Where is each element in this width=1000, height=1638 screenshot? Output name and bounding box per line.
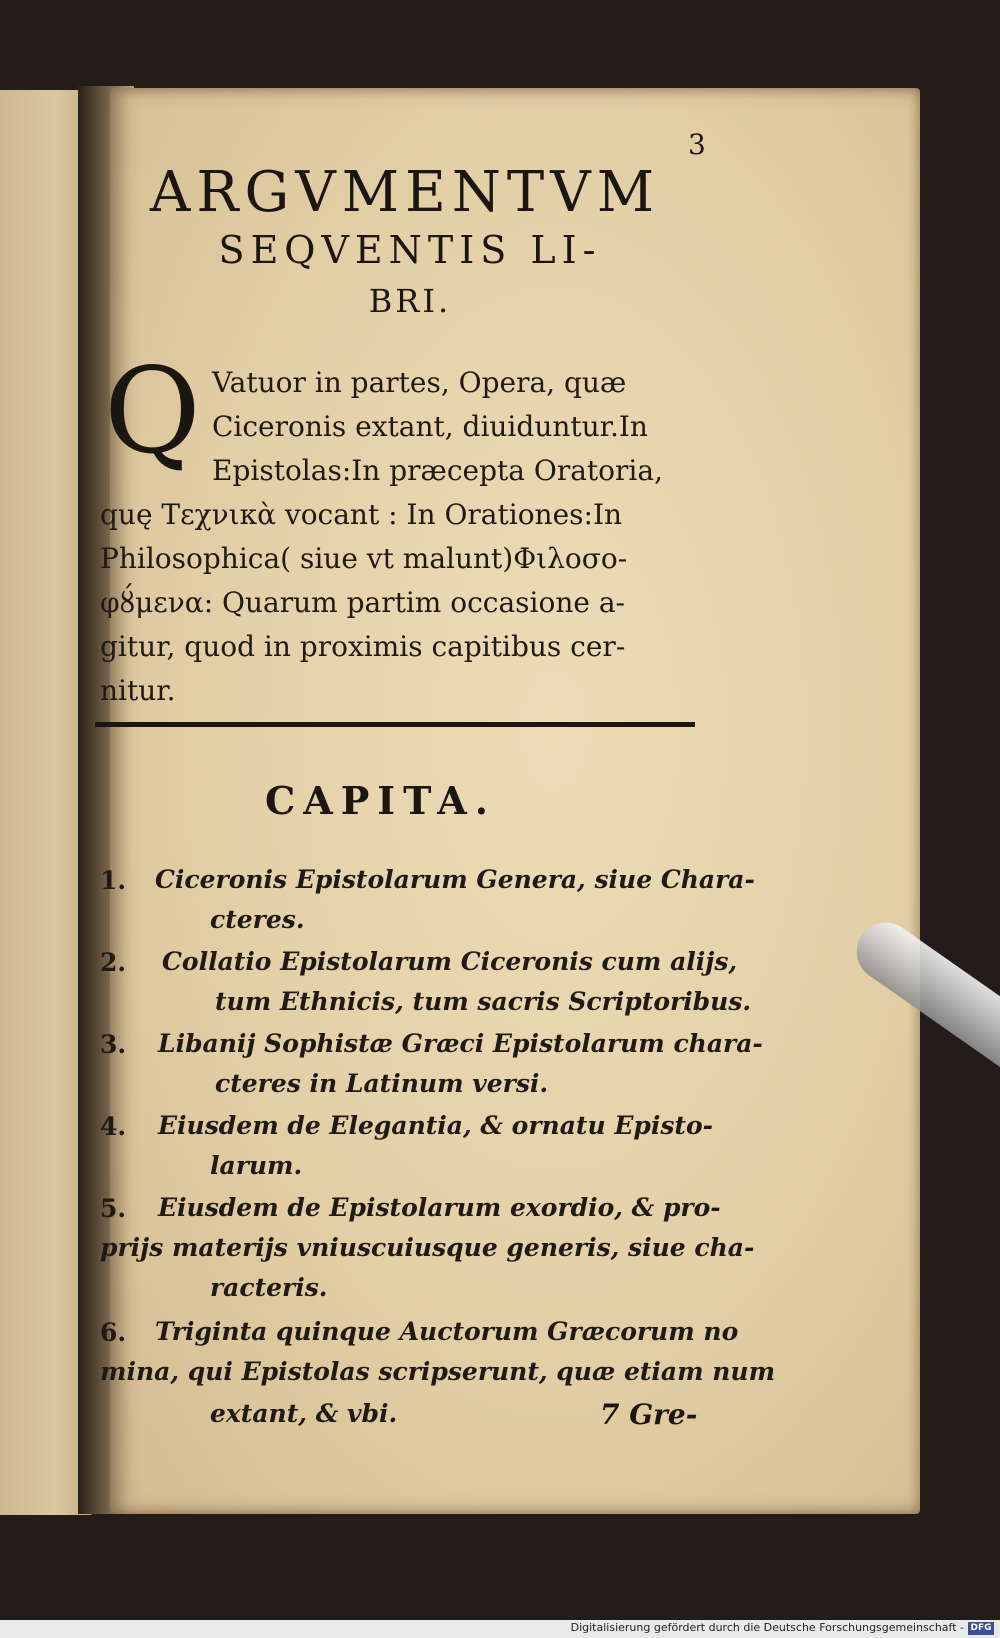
dropcap-initial: Q — [104, 342, 201, 480]
item-line: cteres. — [210, 905, 305, 934]
body-line-8: nitur. — [100, 674, 176, 707]
item-line: mina, qui Epistolas scripserunt, quæ etiam num — [100, 1357, 776, 1386]
body-line-2: Ciceronis extant, diuiduntur.In — [212, 410, 648, 443]
catchword: 7 Gre- — [600, 1398, 698, 1431]
item-line: Eiusdem de Epistolarum exordio, & pro- — [158, 1193, 721, 1222]
item-line: Triginta quinque Auctorum Græcorum no — [155, 1317, 739, 1346]
item-line: racteris. — [210, 1273, 328, 1302]
body-line-5: Philosophica( siue vt malunt)Φιλοσο- — [100, 542, 628, 575]
item-line: larum. — [210, 1151, 303, 1180]
item-line: Ciceronis Epistolarum Genera, siue Chara- — [155, 865, 755, 894]
subtitle-line-2: BRI. — [368, 282, 452, 320]
item-number: 6. — [100, 1318, 127, 1347]
page-title: ARGVMENTVM — [149, 160, 661, 225]
body-line-1: Vatuor in partes, Opera, quæ — [212, 366, 627, 399]
item-line: Libanij Sophistæ Græci Epistolarum chara- — [158, 1029, 763, 1058]
body-line-3: Epistolas:In præcepta Oratoria, — [212, 454, 663, 487]
item-line: extant, & vbi. — [210, 1399, 398, 1428]
item-number: 4. — [100, 1112, 127, 1141]
item-line: cteres in Latinum versi. — [215, 1069, 549, 1098]
item-line: tum Ethnicis, tum sacris Scriptoribus. — [215, 987, 752, 1016]
item-number: 2. — [100, 948, 127, 977]
item-line: Collatio Epistolarum Ciceronis cum alijs, — [162, 947, 738, 976]
page-number: 3 — [688, 128, 706, 161]
horizontal-rule — [95, 722, 695, 727]
capita-heading: CAPITA. — [265, 778, 496, 823]
footer-credit: Digitalisierung gefördert durch die Deutsche Forschungsgemeinschaft - — [570, 1621, 964, 1634]
body-line-6: φȣ́μενα: Quarum partim occasione a- — [100, 586, 625, 619]
item-line: Eiusdem de Elegantia, & ornatu Episto- — [158, 1111, 714, 1140]
body-line-4: quę Τεχνικὰ vocant : In Orationes:In — [100, 498, 623, 531]
item-number: 3. — [100, 1030, 127, 1059]
item-number: 1. — [100, 866, 127, 895]
item-line: prijs materijs vniuscuiusque generis, siue cha- — [100, 1233, 755, 1262]
subtitle-line-1: SEQVENTIS LI- — [218, 228, 602, 272]
body-line-7: gitur, quod in proximis capitibus cer- — [100, 630, 626, 663]
item-number: 5. — [100, 1194, 127, 1223]
dfg-logo: DFG — [968, 1622, 994, 1635]
